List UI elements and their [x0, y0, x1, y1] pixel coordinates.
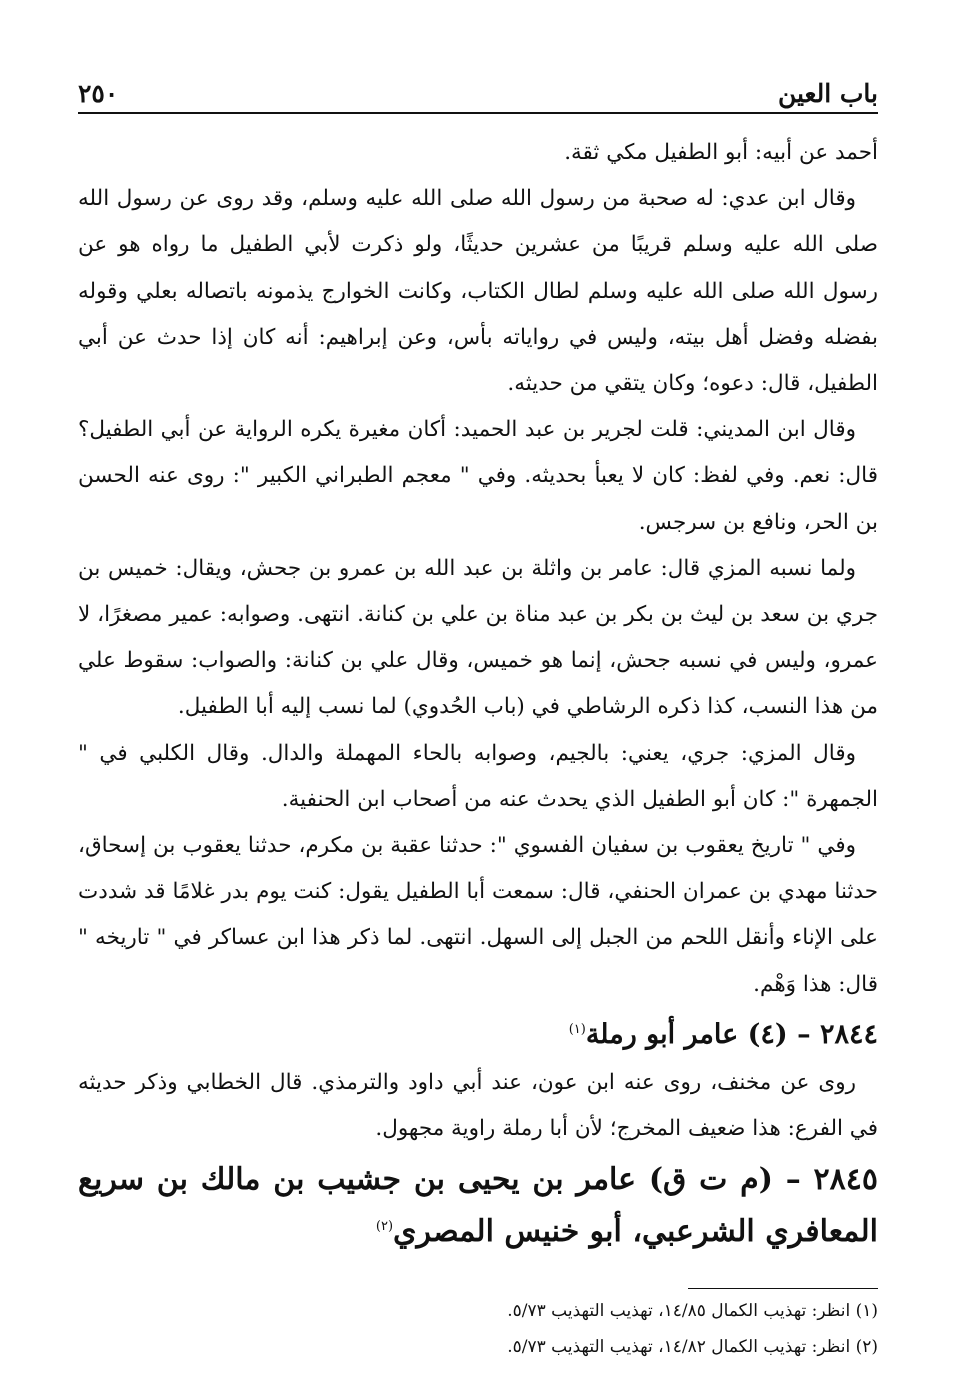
entry-heading — [78, 1154, 878, 1258]
paragraph: وقال المزي: جري، يعني: بالجيم، وصوابه بالحاء المهملة والدال. وقال الكلبي في " الجمهرة ": كان أبو الطفيل الذي يحدث عنه من أصحاب ابن الحنفية. — [78, 740, 878, 812]
book-page — [78, 60, 878, 1365]
paragraph: وقال ابن المديني: قلت لجرير بن عبد الحميد: أكان مغيرة يكره الرواية عن أبي الطفيل؟ قال: نعم. وفي لفظ: كان لا يعبأ بحديثه. وفي " معجم الطبراني الكبير ": روى عنه الحسن بن الحر، ونافع بن سرجس. — [78, 417, 878, 535]
footnote-marker[interactable]: (١) — [568, 1021, 586, 1037]
entry-title: ٢٨٤٥ – (م ت ق) عامر بن يحيى بن جشيب بن مالك بن سريع المعافري الشرعبي، أبو خنيس المصري — [78, 1162, 878, 1250]
chapter-title: باب العين — [777, 79, 878, 108]
footnote-marker[interactable]: (٢) — [375, 1219, 394, 1235]
page-number: ٢٥٠ — [78, 79, 119, 108]
entry-title: ٢٨٤٤ – (٤) عامر أبو رملة — [585, 1018, 878, 1050]
header-divider — [78, 112, 878, 114]
paragraph: وقال ابن عدي: له صحبة من رسول الله صلى الله عليه وسلم، وقد روى عن رسول الله صلى الله عليه وسلم قريبًا من عشرين حديثًا، ولو ذكرت لأبي الطفيل ما رواه هو عن رسول الله صلى الله عليه وسلم لطال الكتاب، وكانت الخوارج يذمونه باتصاله بعلي وقوله بفضله وفضل أهل بيته، وليس في رواياته بأس، وعن إبراهيم: أنه كان إذا حدث عن أبي الطفيل، قال: دعوه؛ وكان يتقي من حديثه. — [78, 186, 878, 397]
footnote-divider — [688, 1288, 878, 1289]
footnote: (٢) انظر: تهذيب الكمال ١٤/٨٢، تهذيب التهذيب ٥/٧٣. — [507, 1337, 878, 1358]
paragraph: أحمد عن أبيه: أبو الطفيل مكي ثقة. — [564, 140, 878, 165]
paragraph: وفي " تاريخ يعقوب بن سفيان الفسوي ": حدثنا عقبة بن مكرم، حدثنا يعقوب بن إسحاق، حدثنا مهدي بن عمران الحنفي، قال: سمعت أبا الطفيل يقول: كنت يوم بدر غلامًا قد شددت على الإناء وأنقل اللحم من الجبل إلى السهل. انتهى. لما ذكر هذا ابن عساكر في " تاريخه " قال: هذا وَهْم. — [78, 833, 878, 997]
entry-text: روى عن مخنف، روى عنه ابن عون، عند أبي داود والترمذي. قال الخطابي وذكر حديثه في الفرع: هذا ضعيف المخرج؛ لأن أبا رملة راوية مجهول. — [78, 1069, 878, 1142]
footnotes — [78, 1293, 878, 1365]
footnote: (١) انظر: تهذيب الكمال ١٤/٨٥، تهذيب التهذيب ٥/٧٣. — [507, 1301, 878, 1322]
paragraph: ولما نسبه المزي قال: عامر بن واثلة بن عبد الله بن عمرو بن جحش، ويقال: خميس بن جري بن سعد بن ليث بن بكر بن عبد مناة بن علي بن كنانة. انتهى. وصوابه: عمير مصغرًا، لا عمرو، وليس في نسبه جحش، إنما هو خميس، وقال علي بن كنانة: والصواب: سقوط علي من هذا النسب، كذا ذكره الرشاطي في (باب الحُدوي) لما نسب إليه أبا الطفيل. — [78, 555, 878, 720]
main-text — [78, 130, 878, 1258]
entry-heading — [78, 1010, 878, 1060]
running-header — [78, 60, 878, 108]
